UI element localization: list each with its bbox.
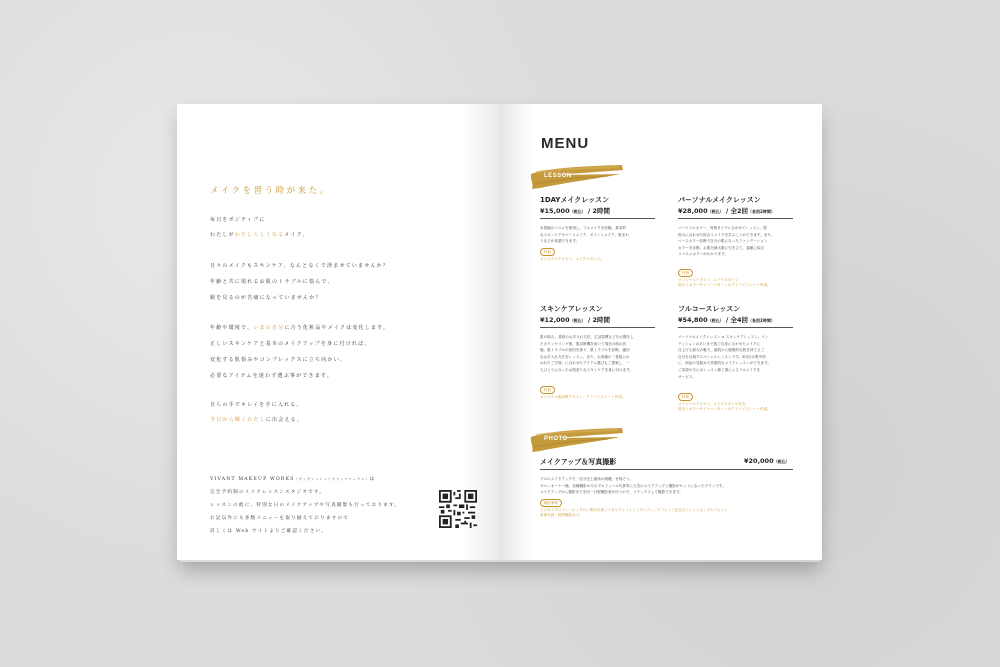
left-page [177,104,500,560]
bonus-tag: 特典 [678,393,693,401]
desc-line: りなどが体感できます。 [540,239,580,244]
desc-line: 人ひとりに合ったお肌造りなスキンケアを身に付けます。 [540,367,634,372]
paragraph-2-line: 鏡を見るのが苦痛になっていませんか？ [210,295,322,301]
photo-title: メイクアップ＆写真撮影 [540,458,617,466]
course-price [540,315,610,324]
photo-label: PHOTO [544,436,568,442]
footer-line [210,476,375,482]
intro-line-2 [210,231,309,238]
desc-line: うコスメカラーがわかります。 [678,252,729,257]
lesson-label: LESSON [544,173,572,179]
examples-note [540,508,727,519]
footer-line: お記以外にも多数メニューを取り揃えておりますので [210,516,350,521]
note-line: 家族写真 / 個別撮影など [540,513,580,518]
intro-text: わたしが [210,232,235,238]
desc-line: ベースカラー診断で自分の肌になったファンデーション [678,239,768,244]
footer-line: 詳しくは Web サイトよりご確認ください。 [210,529,328,534]
desc-line: ディションのあいまで肌ご自身に合わせたメイクに [678,341,761,346]
paragraph-3-line: 必要なアイテムを迷わず選ぶ事ができます。 [210,373,333,379]
desc-line: プロのメイクアップで「自分史上最高の綺麗」を残そう。 [540,477,634,481]
desc-line: ご希望の方にはレッスン修了書によるフルメイクを [678,367,761,372]
course-description [540,334,634,374]
paragraph-4-line [210,416,303,423]
intro-text: メイク。 [284,232,309,238]
note-line: 似合うカラーサイバーパターンのアドバイスシート作成。 [678,283,771,288]
price-value: ¥15,000 [540,207,570,215]
bonus-tag: 特典 [678,269,693,277]
desc-line: かれたご予算」に合わせたアイテム選びもご提案し、一 [540,361,630,366]
p3-text: に合う化粧品やメイクは変化します。 [284,325,390,331]
paragraph-3-line: 変化する肌悩みやコンプレックスに立ち向かい、 [210,357,347,363]
bonus-note [678,402,771,413]
note-line: オリジナルテキスト、メイクスポンジ付き、 [678,402,749,406]
desc-line: なスキンケアやベースメイク、ポイントメイク、肌まわ [540,232,629,237]
course-title: スキンケアレッスン [540,305,603,313]
desc-line: 仕上げる最大の魅力、素肌から健康的な肌を持てるご [678,348,765,353]
note-line: ビジネスプロフィール / サロン集合写真 / マタニティフォト / ウェディングフォト / 記念日フォト / カップルフォト / [540,508,727,512]
price-value: ¥20,000 [744,457,774,465]
qr-code-icon[interactable] [439,490,477,528]
divider [540,218,655,219]
session-length: （各回2時間） [748,318,775,323]
photo-price [744,457,790,465]
brand-ruby: （ヴィヴァントメイクアップワークス） [294,477,370,481]
tax-label: （税込） [707,318,724,323]
divider [678,327,793,328]
footer-text: は [369,477,376,482]
bonus-note [540,257,604,262]
desc-line: サロンオーナー様、各種撮影の方のプロフィール写真等に人気のメイクアップと撮影がセットになったプランです。 [540,483,726,488]
desc-line: 悩みに合わせた似合うメイクを学ぶことができます。また、 [678,232,775,237]
intro-accent: わたしらしくなる [234,232,285,238]
divider [678,218,793,219]
course-description [678,334,771,380]
p4-accent: 今日から輝くわたし [210,417,266,423]
course-price [678,206,775,215]
desc-line: なお手入れ方法をレッスン。また、お客様の「普段にか [540,354,630,359]
right-page [500,104,822,560]
p4-text: に出会える。 [265,417,304,423]
note-line: オリジナル肌診断テキスト、アドバイスシート作成。 [540,395,626,399]
desc-line: 肌の悩み、普段のお手入れ方法、生活習慣などをお聞きし [540,335,634,339]
desc-line: たカウンセリング後、肌診断機を用いて現在の肌の状 [540,341,627,346]
note-line: オリジナルテキスト、メイクスポンジ。 [540,257,604,261]
paragraph-2-line: 年齢と共に現れるお肌のトラブルに悩んで、 [210,279,334,285]
price-value: ¥12,000 [540,316,570,324]
paragraph-2-line: 日々のメイクもスキンケア、なんとなくで済ませていませんか？ [210,263,390,269]
duration: / 全2回 [725,207,749,215]
bonus-note [540,395,626,400]
paragraph-4-line: 自らの手でキレイを手に入れる。 [210,402,303,408]
photo-description [540,476,726,496]
bonus-tag: 特典 [540,386,555,394]
examples-tag: 撮影事例 [540,499,562,507]
bonus-note [678,278,771,289]
desc-line: に、商品の見極めで効果的なメイクレッスンができます。 [678,361,771,366]
course-price [540,206,610,215]
paragraph-3-line: 正しいスキンケアと基本のメイクアップを身に付ければ、 [210,341,371,347]
tax-label: （税込） [569,318,586,323]
menu-title: MENU [541,135,590,152]
note-line: 似合うカラーサイバーパターンのアドバイスシート作成。 [678,407,771,412]
course-description [678,225,775,258]
course-description [540,225,629,245]
desc-line: パーソナルメイクレッスン × スキンケアレッスン。コン [678,335,769,339]
desc-line: メイクアップから撮影までを同一日程撮影者が行うので、リラックスして撮影できます。 [540,490,683,495]
divider [540,327,655,328]
tax-label: （税込） [569,209,586,214]
course-title: パーソナルメイクレッスン [678,196,761,204]
session-length: （各回2時間） [748,209,775,214]
price-value: ¥28,000 [678,207,708,215]
course-title: フルコースレッスン [678,305,741,313]
brand-name: VIVANT MAKEUP WORKS [210,477,295,482]
divider [540,469,793,470]
gold-brush-stroke [528,427,625,453]
desc-line: 自分を目指すスペシャルレッスンです。3回目の集中的 [678,354,766,359]
bonus-tag: 特典 [540,248,555,256]
p3-accent: いまの自分 [253,325,285,331]
desc-line: サービス。 [678,374,697,379]
headline: メイクを習う時が来た。 [210,186,331,196]
note-line: オリジナルテキスト、メイクスポンジ、 [678,278,742,282]
gold-brush-stroke [528,164,625,190]
duration: / 全4回 [725,316,749,324]
intro-line-1: 毎日をポジティブに [210,217,266,223]
p3-text: 年齢や環境で、 [210,325,254,331]
desc-line: 態。肌トラブルの原因を探り、肌トラブルを診断。適切 [540,348,630,353]
photo-section-header [528,427,625,453]
duration: / 2時間 [587,207,611,215]
footer-line: レッスンの他に、特別な日のメイクアップや写真撮影も行っております。 [210,503,401,508]
paragraph-3-line [210,324,389,331]
desc-line: 本屋様のコスメを使用し、フルメイクを体験。基本的 [540,226,626,230]
price-value: ¥54,800 [678,316,708,324]
footer-line: 完全予約制のメイクレッスンスタジオです。 [210,490,326,495]
lesson-section-header [528,164,625,190]
tax-label: （税込） [773,459,790,464]
course-price [678,315,775,324]
desc-line: カラーを診断。お肌を最大限に引き立て、素敵に似合 [678,245,765,250]
desc-line: パーソナルカラー、骨格タイプに合わせてレッスン。肌 [678,226,767,230]
duration: / 2時間 [587,316,611,324]
tax-label: （税込） [707,209,724,214]
course-title: 1DAYメイクレッスン [540,196,610,204]
